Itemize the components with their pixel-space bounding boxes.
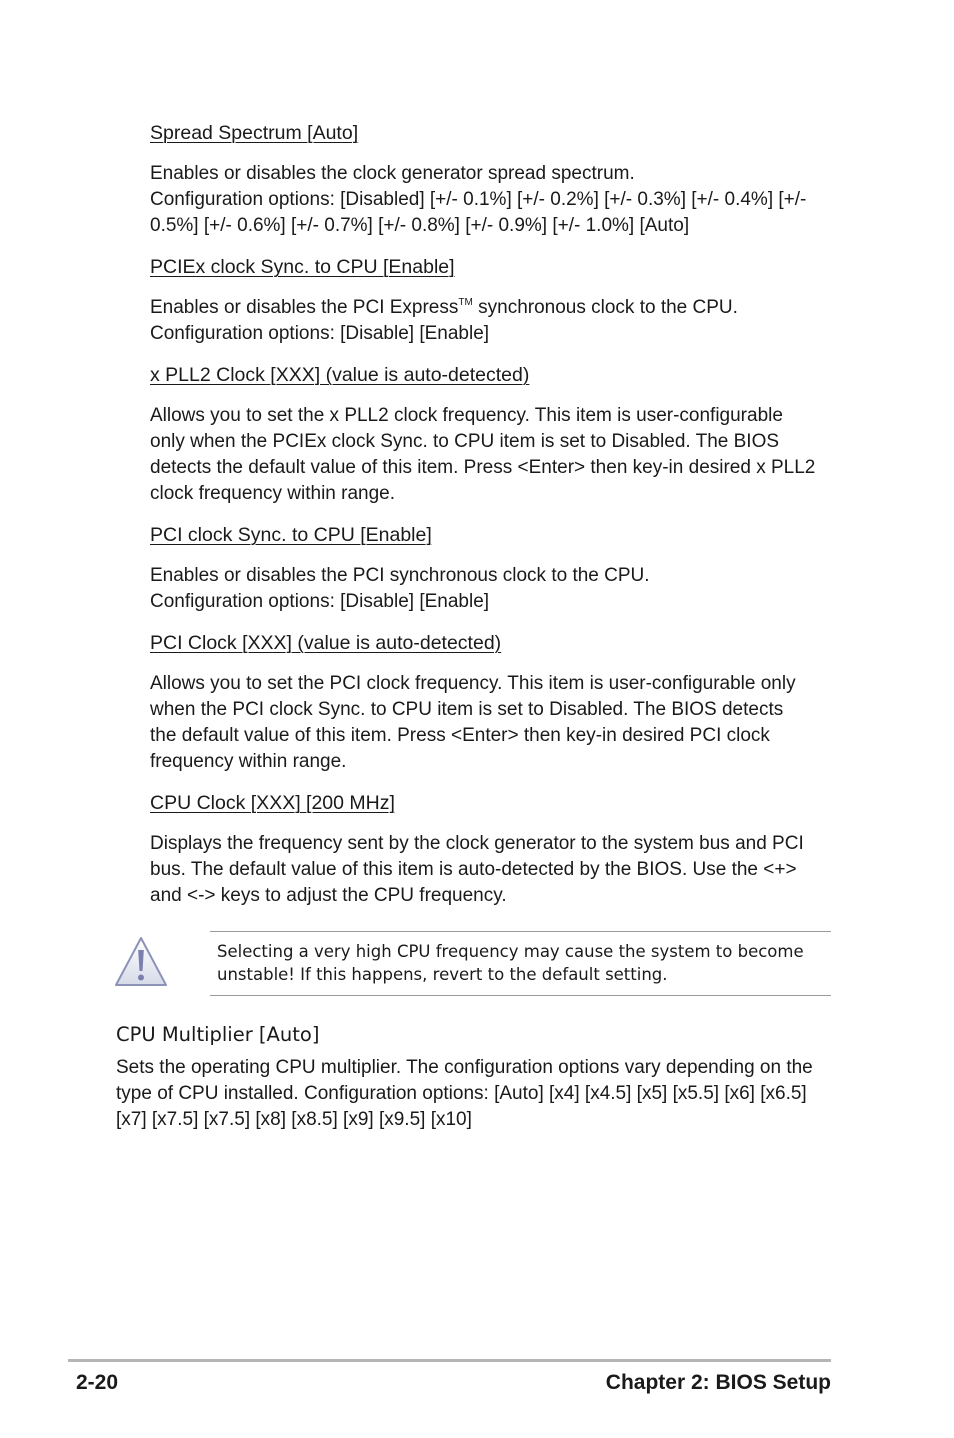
cpu-multiplier-title: CPU Multiplier [Auto] — [116, 1023, 320, 1046]
cpu-clock-item — [150, 791, 840, 909]
pci-clock-item — [150, 631, 840, 775]
description-line: the default value of this item. Press <Enter> then key-in desired PCI clock — [150, 725, 770, 746]
description-line: Configuration options: [Disable] [Enable] — [150, 323, 490, 344]
warning-line: Selecting a very high CPU frequency may cause the system to become — [217, 942, 804, 961]
description-text: synchronous clock to the CPU. — [472, 297, 738, 318]
cpu-multiplier-section — [116, 1023, 836, 1133]
description-line: clock frequency within range. — [150, 483, 396, 504]
pll2-clock-title: x PLL2 Clock [XXX] (value is auto-detected) — [150, 364, 530, 386]
pci-clock-description — [150, 671, 840, 775]
pci-clock-title: PCI Clock [XXX] (value is auto-detected) — [150, 632, 502, 654]
description-line: Allows you to set the x PLL2 clock frequency. This item is user-configurable — [150, 405, 783, 426]
description-line: Enables or disables the clock generator spread spectrum. — [150, 163, 635, 184]
pci-clock-sync-item — [150, 523, 840, 615]
description-line: bus. The default value of this item is auto-detected by the BIOS. Use the <+> — [150, 859, 797, 880]
spread-spectrum-title: Spread Spectrum [Auto] — [150, 122, 359, 144]
description-line: frequency within range. — [150, 751, 347, 772]
description-line: when the PCI clock Sync. to CPU item is set to Disabled. The BIOS detects — [150, 699, 784, 720]
footer-divider — [68, 1359, 831, 1362]
pci-clock-sync-title: PCI clock Sync. to CPU [Enable] — [150, 524, 432, 546]
warning-text — [217, 940, 804, 986]
description-line: Allows you to set the PCI clock frequency. This item is user-configurable only — [150, 673, 796, 694]
spread-spectrum-item — [150, 121, 840, 239]
description-line: Configuration options: [Disabled] [+/- 0.1%] [+/- 0.2%] [+/- 0.3%] [+/- 0.4%] [+/- — [150, 189, 807, 210]
description-line: Enables or disables the PCI synchronous clock to the CPU. — [150, 565, 650, 586]
description-line: [x7] [x7.5] [x7.5] [x8] [x8.5] [x9] [x9.5] [x10] — [116, 1109, 472, 1130]
warning-note — [210, 931, 831, 996]
description-line: detects the default value of this item. Press <Enter> then key-in desired x PLL2 — [150, 457, 816, 478]
pciex-clock-sync-item — [150, 255, 840, 347]
description-line: 0.5%] [+/- 0.6%] [+/- 0.7%] [+/- 0.8%] [+/- 0.9%] [+/- 1.0%] [Auto] — [150, 215, 690, 236]
description-line: Sets the operating CPU multiplier. The configuration options vary depending on the — [116, 1057, 813, 1078]
pci-clock-sync-description — [150, 563, 840, 615]
pll2-clock-item — [150, 363, 840, 507]
chapter-title: Chapter 2: BIOS Setup — [605, 1371, 831, 1394]
description-line: and <-> keys to adjust the CPU frequency. — [150, 885, 507, 906]
page-number: 2-20 — [76, 1371, 119, 1394]
warning-line: unstable! If this happens, revert to the default setting. — [217, 965, 668, 984]
spread-spectrum-description — [150, 161, 840, 239]
warning-triangle-icon — [113, 935, 169, 989]
trademark-mark: TM — [458, 297, 473, 308]
description-line: Configuration options: [Disable] [Enable] — [150, 591, 490, 612]
description-line: Displays the frequency sent by the clock generator to the system bus and PCI — [150, 833, 804, 854]
cpu-clock-title: CPU Clock [XXX] [200 MHz] — [150, 792, 395, 814]
cpu-clock-description — [150, 831, 840, 909]
description-line — [150, 295, 840, 321]
cpu-multiplier-description — [116, 1055, 836, 1133]
description-line: only when the PCIEx clock Sync. to CPU item is set to Disabled. The BIOS — [150, 431, 780, 452]
description-line: type of CPU installed. Configuration options: [Auto] [x4] [x4.5] [x5] [x5.5] [x6] [x6.5] — [116, 1083, 807, 1104]
pciex-clock-sync-description — [150, 295, 840, 347]
description-text: Enables or disables the PCI Express — [150, 297, 459, 318]
pll2-clock-description — [150, 403, 840, 507]
pciex-clock-sync-title: PCIEx clock Sync. to CPU [Enable] — [150, 256, 455, 278]
